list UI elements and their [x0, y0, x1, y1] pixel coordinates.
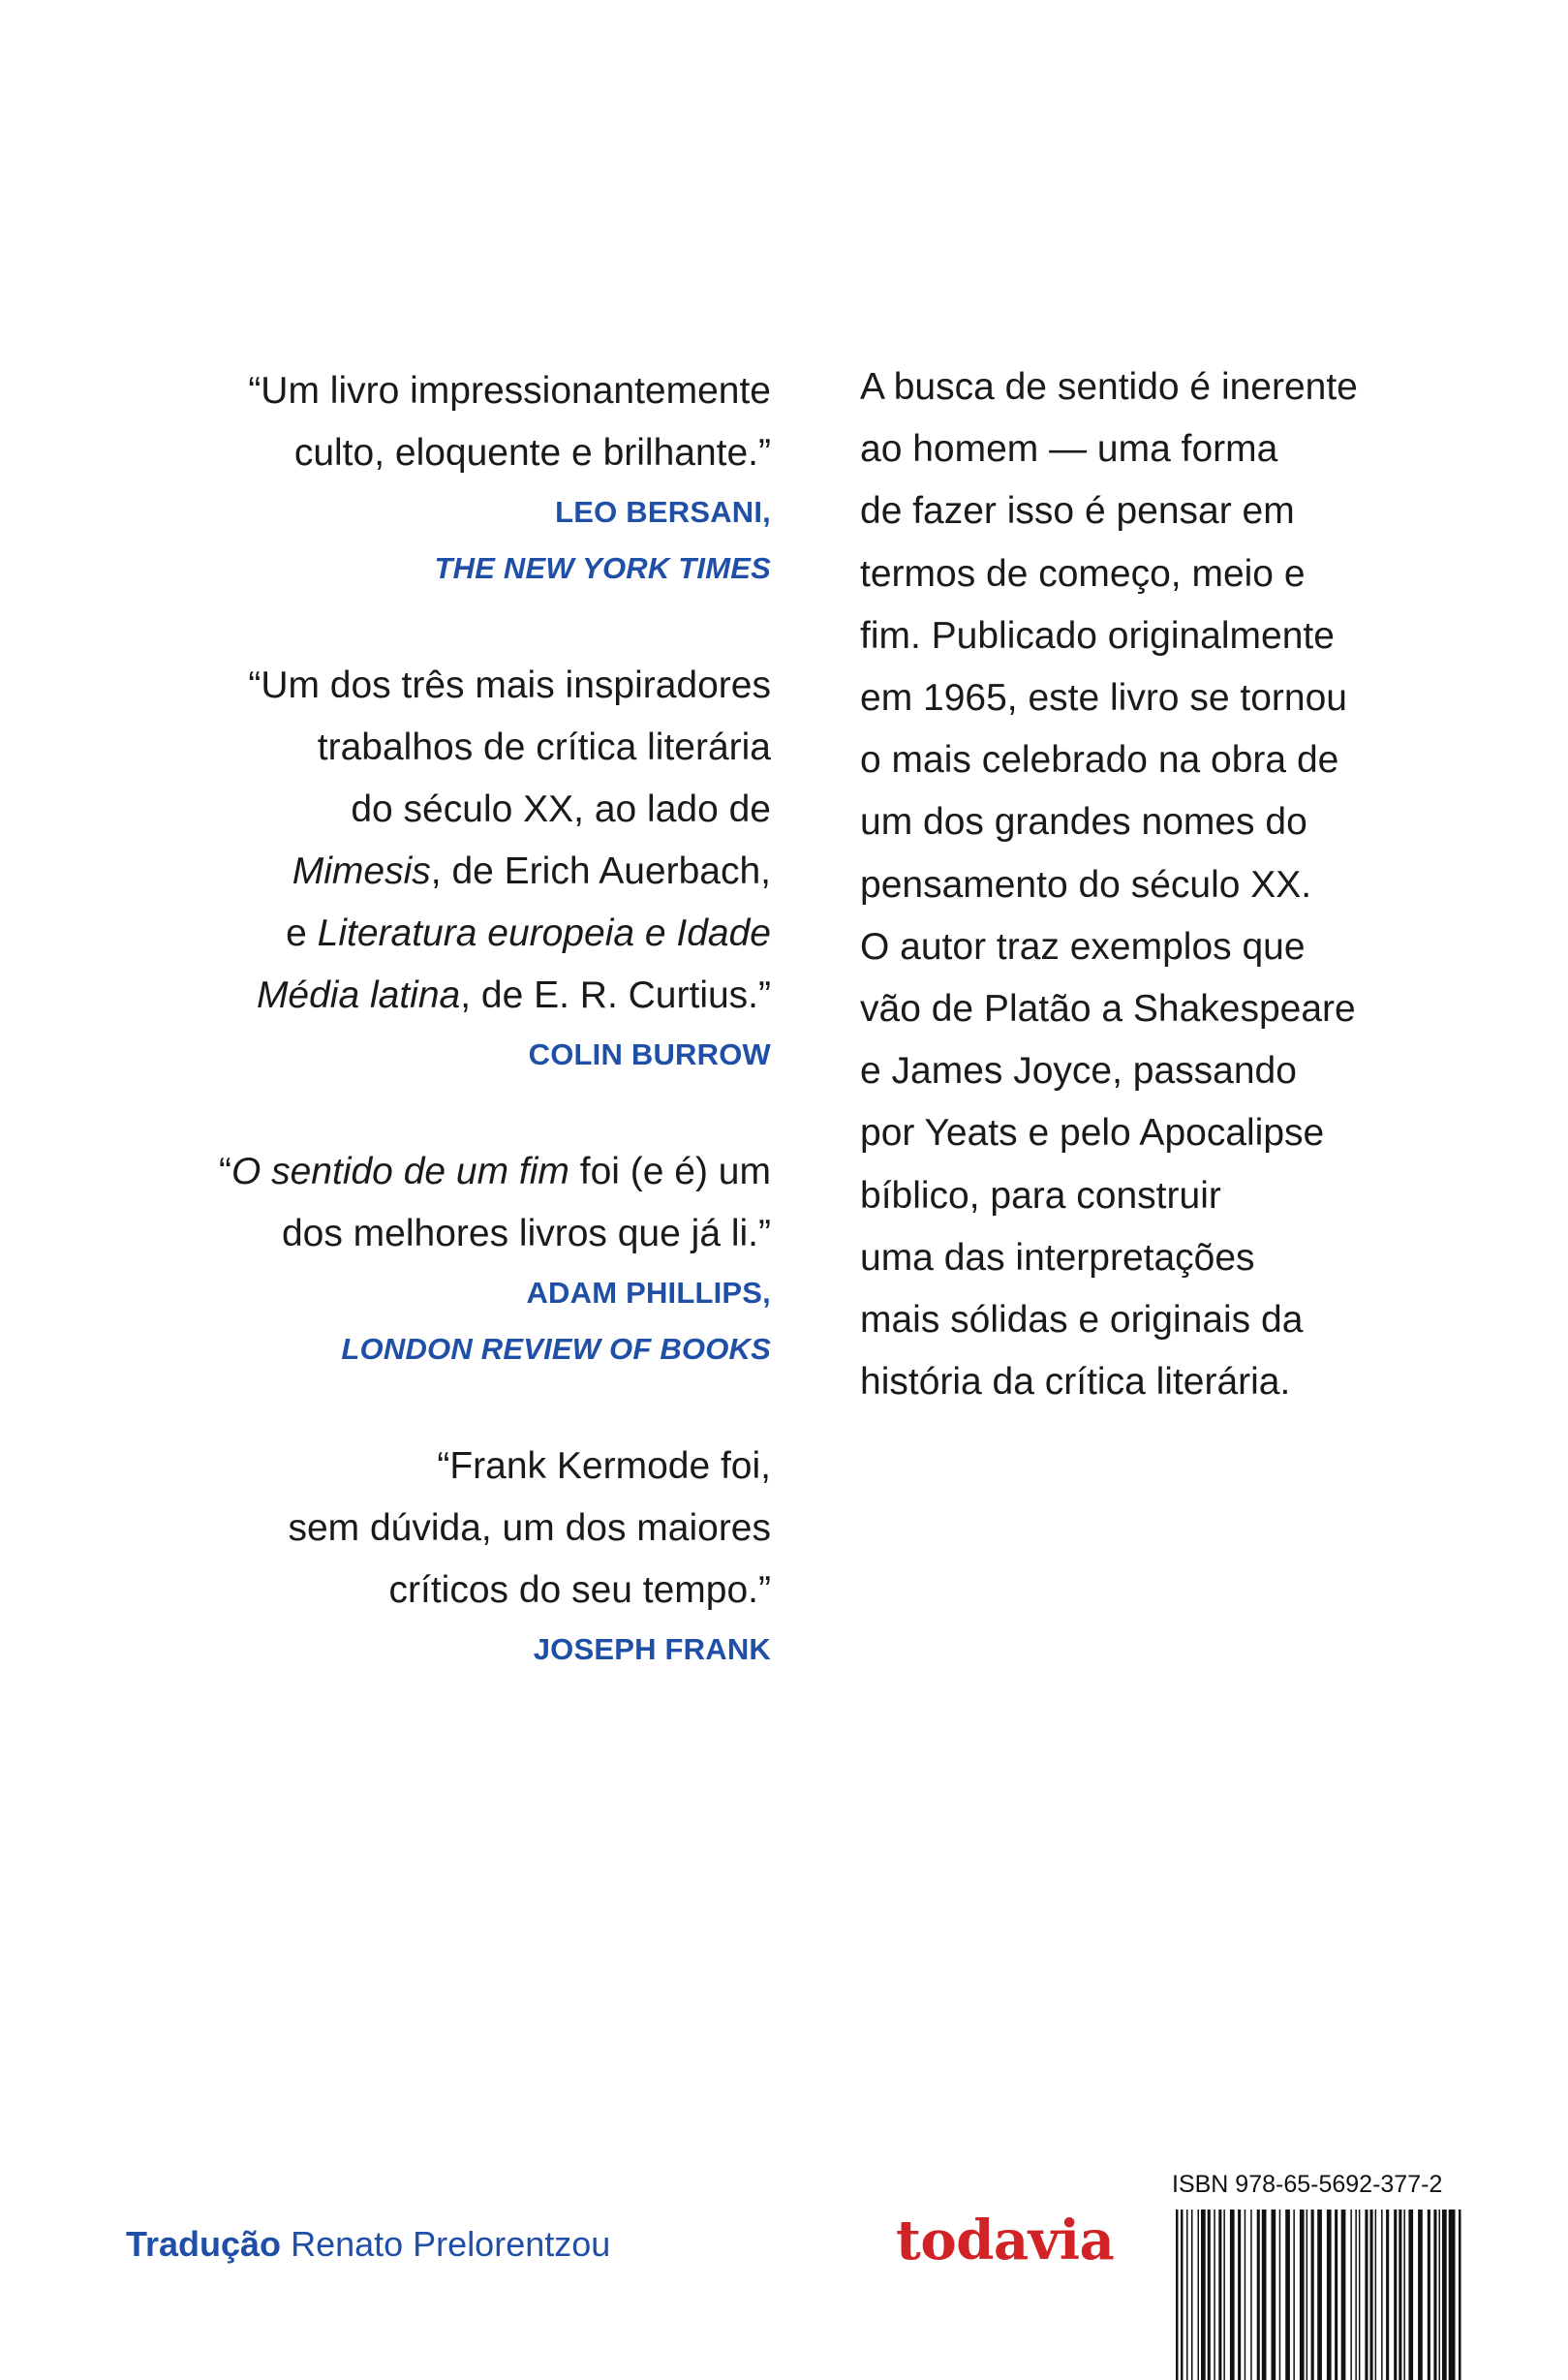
synopsis-line: A busca de sentido é inerente: [860, 366, 1358, 408]
quote-text: “Um livro impressionantemente: [248, 370, 771, 412]
quote-text: “: [218, 1151, 231, 1192]
praise-quotes: [155, 360, 771, 1736]
publisher-logo: todavia: [896, 2209, 1115, 2272]
barcode-icon: [1172, 2210, 1462, 2380]
quote-line: [155, 717, 771, 779]
quote-text: sem dúvida, um dos maiores: [288, 1507, 771, 1549]
quote-line: [155, 655, 771, 717]
quote-text: foi (e é) um: [569, 1151, 771, 1192]
quote-text: e: [286, 912, 318, 954]
synopsis-line: de fazer isso é pensar em: [860, 490, 1295, 533]
quote-line: [155, 1498, 771, 1560]
quote-line: [155, 903, 771, 965]
synopsis-line: bíblico, para construir: [860, 1174, 1221, 1217]
quote-attribution: COLIN BURROW: [528, 1037, 771, 1071]
quote-block: [155, 655, 771, 1083]
quote-line: [155, 1203, 771, 1265]
quote-attribution: ADAM PHILLIPS,: [526, 1276, 771, 1310]
quote-attribution: LEO BERSANI,: [555, 495, 771, 529]
quote-text: Mimesis: [292, 850, 431, 892]
synopsis: [860, 356, 1441, 1413]
synopsis-line: fim. Publicado originalmente: [860, 614, 1335, 657]
quote-block: [155, 1141, 771, 1377]
quote-text: “Frank Kermode foi,: [437, 1445, 771, 1487]
quote-text: do século XX, ao lado de: [351, 788, 771, 830]
quote-text: dos melhores livros que já li.”: [281, 1213, 771, 1254]
quote-text: O sentido de um fim: [231, 1151, 569, 1192]
synopsis-line: O autor traz exemplos que: [860, 925, 1306, 968]
quote-line: [155, 1560, 771, 1622]
quote-line: [155, 360, 771, 422]
isbn-label: ISBN 978-65-5692-377-2: [1172, 2171, 1443, 2198]
quote-text: culto, eloquente e brilhante.”: [293, 432, 771, 474]
synopsis-line: pensamento do século XX.: [860, 863, 1312, 906]
quote-line: [155, 1436, 771, 1498]
synopsis-line: o mais celebrado na obra de: [860, 739, 1339, 782]
quote-line: [155, 422, 771, 484]
quote-line: [155, 841, 771, 903]
synopsis-line: mais sólidas e originais da: [860, 1299, 1304, 1342]
synopsis-line: em 1965, este livro se tornou: [860, 677, 1347, 720]
synopsis-line: ao homem — uma forma: [860, 428, 1278, 471]
synopsis-line: uma das interpretações: [860, 1236, 1255, 1279]
synopsis-line: por Yeats e pelo Apocalipse: [860, 1112, 1325, 1155]
quote-line: [155, 965, 771, 1027]
synopsis-line: e James Joyce, passando: [860, 1050, 1297, 1093]
translator-credit: [126, 2219, 610, 2270]
synopsis-line: termos de começo, meio e: [860, 552, 1306, 595]
translator-name: Renato Prelorentzou: [291, 2224, 611, 2264]
synopsis-line: um dos grandes nomes do: [860, 801, 1307, 844]
quote-text: Literatura europeia e Idade: [317, 912, 771, 954]
quote-text: trabalhos de crítica literária: [317, 726, 771, 768]
synopsis-line: história da crítica literária.: [860, 1361, 1291, 1404]
quote-attribution: THE NEW YORK TIMES: [434, 551, 771, 585]
quote-text: Média latina: [256, 974, 461, 1016]
quote-block: [155, 1436, 771, 1678]
synopsis-line: vão de Platão a Shakespeare: [860, 988, 1356, 1031]
quote-text: , de E. R. Curtius.”: [460, 974, 771, 1016]
translation-label: Tradução: [126, 2224, 282, 2264]
quote-text: “Um dos três mais inspiradores: [248, 665, 771, 706]
quote-attribution: LONDON REVIEW OF BOOKS: [341, 1332, 771, 1366]
quote-line: [155, 1141, 771, 1203]
quote-text: , de Erich Auerbach,: [430, 850, 771, 892]
quote-block: [155, 360, 771, 597]
quote-line: [155, 779, 771, 841]
quote-text: críticos do seu tempo.”: [388, 1569, 771, 1611]
quote-attribution: JOSEPH FRANK: [533, 1632, 771, 1666]
